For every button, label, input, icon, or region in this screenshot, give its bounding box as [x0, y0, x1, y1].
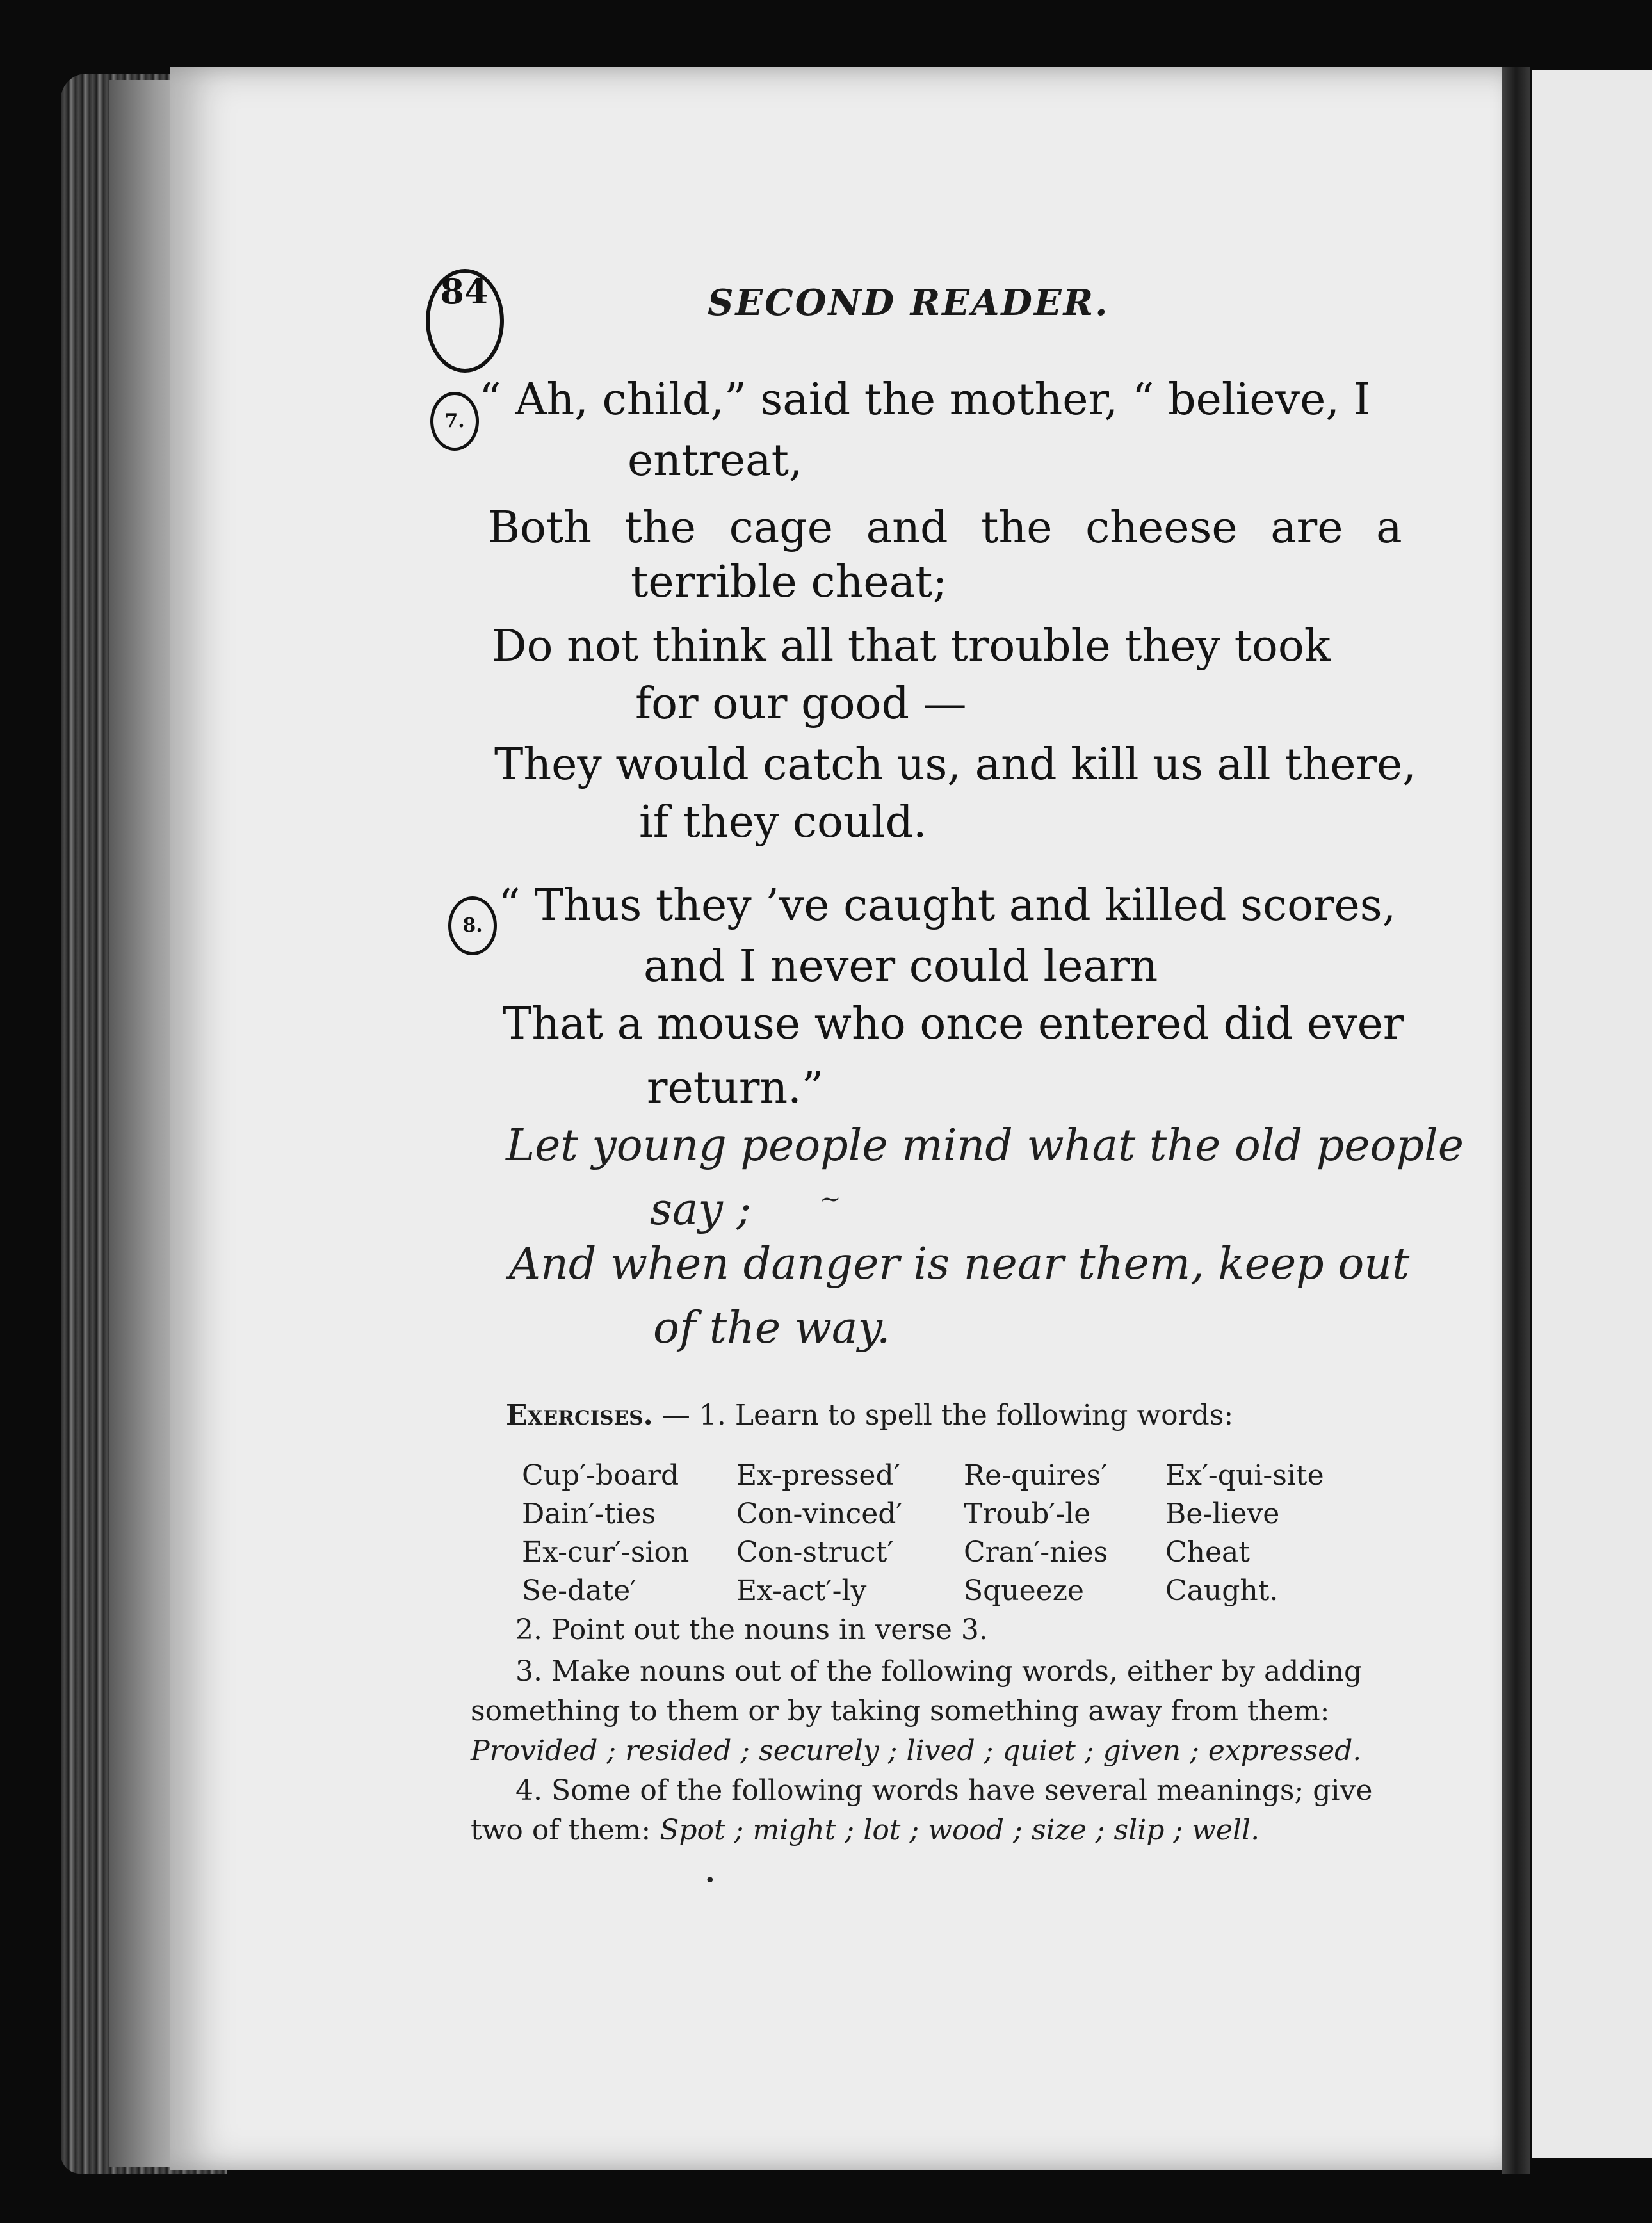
verse-line: That a mouse who once entered did ever — [503, 999, 1404, 1049]
page-number: 84 — [426, 269, 503, 346]
verse-marker-8: 8. — [448, 896, 497, 955]
exercise-item-4-lead: two of them: — [471, 1814, 651, 1847]
spelling-word: Re-quires′ — [964, 1459, 1108, 1492]
verse-line: and I never could learn — [644, 941, 1158, 992]
exercise-item-4-words: Spot ; might ; lot ; wood ; size ; slip ; well. — [660, 1814, 1260, 1847]
spelling-word: Cran′-nies — [964, 1536, 1108, 1569]
verse-line: “ Ah, child,” said the mother, “ believe, I — [479, 375, 1371, 425]
exercises-heading: Exercises. — [506, 1399, 653, 1432]
book-gutter — [1502, 67, 1530, 2174]
verse-line-moral: of the way. — [653, 1303, 891, 1354]
spelling-word: Con-vinced′ — [736, 1498, 903, 1530]
spelling-word: Be-lieve — [1165, 1498, 1280, 1530]
verse-line: Do not think all that trouble they took — [492, 621, 1331, 672]
page-header — [426, 263, 1450, 352]
exercises-heading-line — [506, 1399, 1233, 1432]
exercises-intro: — 1. Learn to spell the following words: — [661, 1399, 1234, 1432]
verse-marker-7: 7. — [430, 392, 479, 451]
exercise-item-2: 2. Point out the nouns in verse 3. — [515, 1613, 988, 1646]
facing-page — [1532, 70, 1652, 2158]
exercise-item-3: 3. Make nouns out of the following words, either by adding — [515, 1655, 1363, 1688]
verse-line-moral: Let young people mind what the old people — [506, 1120, 1464, 1171]
verse-line-moral: say ; — [650, 1184, 752, 1235]
spelling-word: Troub′-le — [964, 1498, 1091, 1530]
stray-ink-mark: ~ — [820, 1184, 841, 1214]
spelling-word: Cup′-board — [522, 1459, 679, 1492]
word-column — [1165, 1457, 1377, 1610]
spelling-word: Caught. — [1165, 1574, 1279, 1607]
word-column — [736, 1457, 948, 1610]
exercise-item-3-cont: something to them or by taking something away from them: — [471, 1695, 1330, 1727]
verse-line: They would catch us, and kill us all there, — [494, 740, 1416, 790]
spelling-word: Ex-cur′-sion — [522, 1536, 690, 1569]
verse-line: “ Thus they ’ve caught and killed scores, — [498, 880, 1397, 931]
verse-line-moral: And when danger is near them, keep out — [509, 1239, 1410, 1289]
spelling-word: Se-date′ — [522, 1574, 637, 1607]
spelling-word: Squeeze — [964, 1574, 1084, 1607]
exercise-item-4: 4. Some of the following words have several meanings; give — [515, 1774, 1373, 1807]
spelling-word: Ex-act′-ly — [736, 1574, 867, 1607]
verse-line: for our good — — [635, 679, 967, 729]
spelling-word: Con-struct′ — [736, 1536, 894, 1569]
verse-line: Both the cage and the cheese are a — [488, 503, 1402, 553]
spelling-word: Dain′-ties — [522, 1498, 656, 1530]
exercise-item-3-words: Provided ; resided ; securely ; lived ; quiet ; given ; expressed. — [471, 1734, 1362, 1767]
spelling-word: Cheat — [1165, 1536, 1250, 1569]
spelling-word: Ex′-qui-site — [1165, 1459, 1324, 1492]
word-column — [522, 1457, 733, 1610]
exercise-item-4-cont — [471, 1814, 1259, 1847]
stray-ink-mark: • — [704, 1870, 716, 1892]
verse-line: terrible cheat; — [631, 557, 948, 608]
spelling-word: Ex-pressed′ — [736, 1459, 900, 1492]
verse-line: entreat, — [628, 435, 803, 486]
verse-line: return.” — [647, 1063, 824, 1113]
running-title: SECOND READER. — [708, 282, 1110, 324]
verse-line: if they could. — [639, 797, 927, 848]
word-column — [964, 1457, 1175, 1610]
